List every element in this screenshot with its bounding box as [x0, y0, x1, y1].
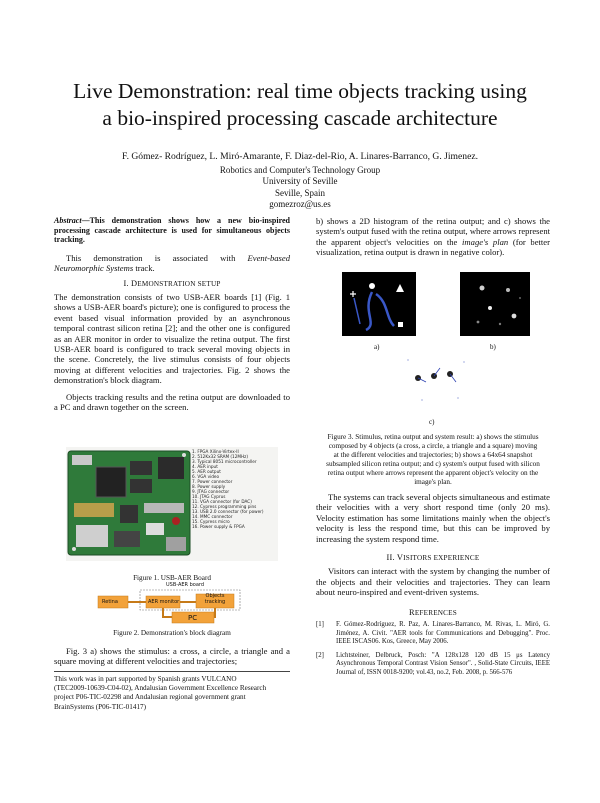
figure-2-caption: Figure 2. Demonstration's block diagram — [113, 629, 231, 637]
board-label: 6. VGA video — [192, 474, 220, 479]
paper-title — [30, 78, 570, 132]
tracking-label: tracking — [204, 598, 226, 605]
affiliation-email: gomezroz@us.es — [269, 199, 331, 210]
figure-1-caption: Figure 1. USB-AER Board — [133, 574, 211, 582]
board-label: 11. VGA connector (for DAC) — [192, 499, 252, 504]
figure-3-caption: Figure 3. Stimulus, retina output and system result: a) shows the stimulus composed by 4 objects (a cross, a circle, a triangle and a square) moving at the different velocities and trajectories; b) shows a 64x64 snapshot subsampled silicon retina output; and c) system's output fused with silicon retina output where arrows represent the apparent object's velocity on the image's plan. — [326, 433, 540, 486]
section-2-para: Visitors can interact with the system by changing the number of the objects and their velocities and trajectories. They can learn about neuro-inspired and event-driven systems. — [316, 566, 550, 598]
references-heading — [316, 608, 550, 618]
intro-paragraph — [54, 253, 290, 274]
board-label: 15. Cypress micro — [192, 519, 230, 524]
affiliation — [150, 165, 450, 211]
intro-text: This demonstration is associated with — [66, 252, 248, 263]
section-2-title: ISITORS EXPERIENCE — [403, 554, 480, 563]
board-label: 8. Power supply — [192, 484, 226, 489]
reference-text: F. Gómez-Rodríguez, R. Paz, A. Linares-Barranco, M. Rivas, L. Miró, G. Jiménez, A. Civit. "AER tools for Communications and Debugging". Proc. IEEE ISCAS06. Kos, Greece, May 2006. — [336, 621, 550, 646]
title-line-1: Live Demonstration: real time objects tracking using — [73, 79, 527, 103]
reference-number: [2] — [316, 651, 324, 659]
references-initial: R — [409, 607, 415, 617]
figure-3b-retina — [460, 272, 530, 336]
board-label: 13. USB 2.0 connector (for power) — [192, 509, 264, 514]
board-label: 1. FPGA Xilinx-Virtex-II — [192, 449, 239, 454]
section-1-initial: D — [131, 278, 138, 288]
left-column-bottom — [54, 646, 290, 667]
footnote-line: project P06-TIC-02298 and Andalusian regional government grant — [54, 693, 246, 702]
footnote — [54, 671, 290, 712]
usb-aer-board-label: USB-AER board — [166, 582, 205, 588]
intro-track: Event-based Neuromorphic Systems — [54, 252, 290, 274]
figure-3c-system-output — [398, 348, 472, 412]
affiliation-university: University of Seville — [262, 176, 338, 187]
objects-label: Objects — [205, 593, 225, 599]
author-list: F. Gómez- Rodríguez, L. Miró-Amarante, F. Diaz-del-Rio, A. Linares-Barranco, G. Jimenez. — [122, 151, 478, 162]
references-title: EFERENCES — [414, 608, 457, 617]
stimulus-image — [342, 272, 416, 336]
right-para-1-emphasis: image's plan — [462, 236, 509, 247]
section-2-heading — [316, 553, 550, 563]
section-2-numeral: II. — [386, 553, 395, 563]
system-output-image — [398, 348, 472, 412]
abstract-text: —This demonstration shows how a new bio-inspired processing cascade architecture is used for simultaneous objects tracking. — [54, 216, 290, 245]
board-label: 4. AER input — [192, 464, 218, 469]
footnote-line: This work was in part supported by Spanish grants VULCANO — [54, 675, 237, 683]
board-label: 12. Cypress programming pins — [192, 504, 257, 509]
objects-tracking-block — [200, 594, 230, 605]
section-1-para-2: Objects tracking results and the retina output are downloaded to a PC and drawn together on the screen. — [54, 391, 290, 413]
block-diagram — [96, 584, 272, 624]
abstract — [54, 216, 290, 245]
right-column-bottom — [316, 492, 550, 683]
board-label: 9. JTAG connector — [192, 489, 230, 494]
pc-block: PC — [188, 614, 198, 622]
figure-3c-label: c) — [429, 418, 435, 426]
figure-1 — [66, 447, 278, 561]
board-label: 16. Power supply & FPGA — [192, 524, 245, 529]
board-label: 5. AER output — [192, 469, 221, 474]
section-1-numeral: I. — [123, 278, 129, 288]
abstract-label: Abstract — [54, 216, 82, 225]
section-1-para-3: Fig. 3 a) shows the stimulus: a cross, a circle, a triangle and a square moving at different velocities and trajectories; — [54, 646, 290, 667]
right-para-2: The systems can track several objects simultaneous and estimate their velocities with a very short respond time (only 20 ms). Velocity estimation has some limitations mainly when the object's velocity is less the respond time, but this can be improved by increasing the system respond time. — [316, 492, 550, 544]
footnote-line: BrainSystems (P06-TIC-01417) — [54, 702, 147, 711]
aer-monitor-block: AER monitor — [148, 599, 180, 605]
intro-text-end: track. — [133, 263, 155, 274]
reference-number: [1] — [316, 621, 324, 629]
right-column-top — [316, 216, 550, 258]
reference-item — [316, 621, 550, 647]
board-label: 3. Typical 8051 microcontroller — [192, 459, 257, 464]
section-1-title: EMONSTRATION SETUP — [137, 279, 221, 288]
reference-list — [316, 621, 550, 678]
board-legend — [192, 449, 278, 529]
section-1-para-1: The demonstration consists of two USB-AER boards [1] (Fig. 1 shows a USB-AER board's picture); one is configured to process the event based visual information provided by an asynchronous temporal contrast silicon retina [2]; and the other one is configured as an AER monitor in order to visualize the retina output. The first USB-AER board is configured to track several moving objects in the scene. Concretely, the live stimulus consists of four objects moving at different velocities and trajectories. Fig. 2 shows the demonstration's block diagram. — [54, 292, 290, 386]
retina-output-image — [460, 272, 530, 336]
left-column-top — [54, 216, 290, 412]
section-1-heading — [54, 279, 290, 289]
retina-block: Retina — [102, 599, 118, 605]
affiliation-group: Robotics and Computer's Technology Group — [219, 165, 381, 175]
board-label: 2. 512Kx32 SRAM (12MHz) — [192, 454, 248, 459]
board-label: 7. Power connector — [192, 479, 233, 484]
figure-3a-label: a) — [374, 343, 380, 351]
reference-item — [316, 652, 550, 678]
figure-2 — [96, 584, 272, 624]
footnote-line: (TEC2009-10639-C04-02), Andalusian Government Excellence Research — [54, 684, 267, 693]
board-label: 10. JTAG Cyprus — [192, 494, 226, 499]
board-label: 14. MMC connector — [192, 514, 233, 519]
right-para-1 — [316, 216, 550, 258]
right-para-1-text-end: (for better visualization, retina output is drawn in negative color). — [316, 236, 550, 258]
title-line-2: a bio-inspired processing cascade architecture — [102, 106, 498, 130]
figure-3a-stimulus — [342, 272, 416, 336]
figure-3b-label: b) — [490, 343, 496, 351]
section-2-initial: V — [396, 553, 404, 563]
reference-text: Lichtsteiner, Delbruck, Posch: "A 128x128 120 dB 15 μs Latency Asynchronous Temporal Contrast Vision Sensor". , Solid-State Circuits, IEEE Journal of, ISSN 0018-9200; vol.43, no.2, Feb. 2008, p. 566-576 — [336, 651, 550, 677]
affiliation-city: Seville, Spain — [275, 187, 325, 198]
right-para-1-text: b) shows a 2D histogram of the retina output; and c) shows the system's output fused with the retina output, where arrows represent the apparent object's velocities on the — [316, 216, 550, 247]
